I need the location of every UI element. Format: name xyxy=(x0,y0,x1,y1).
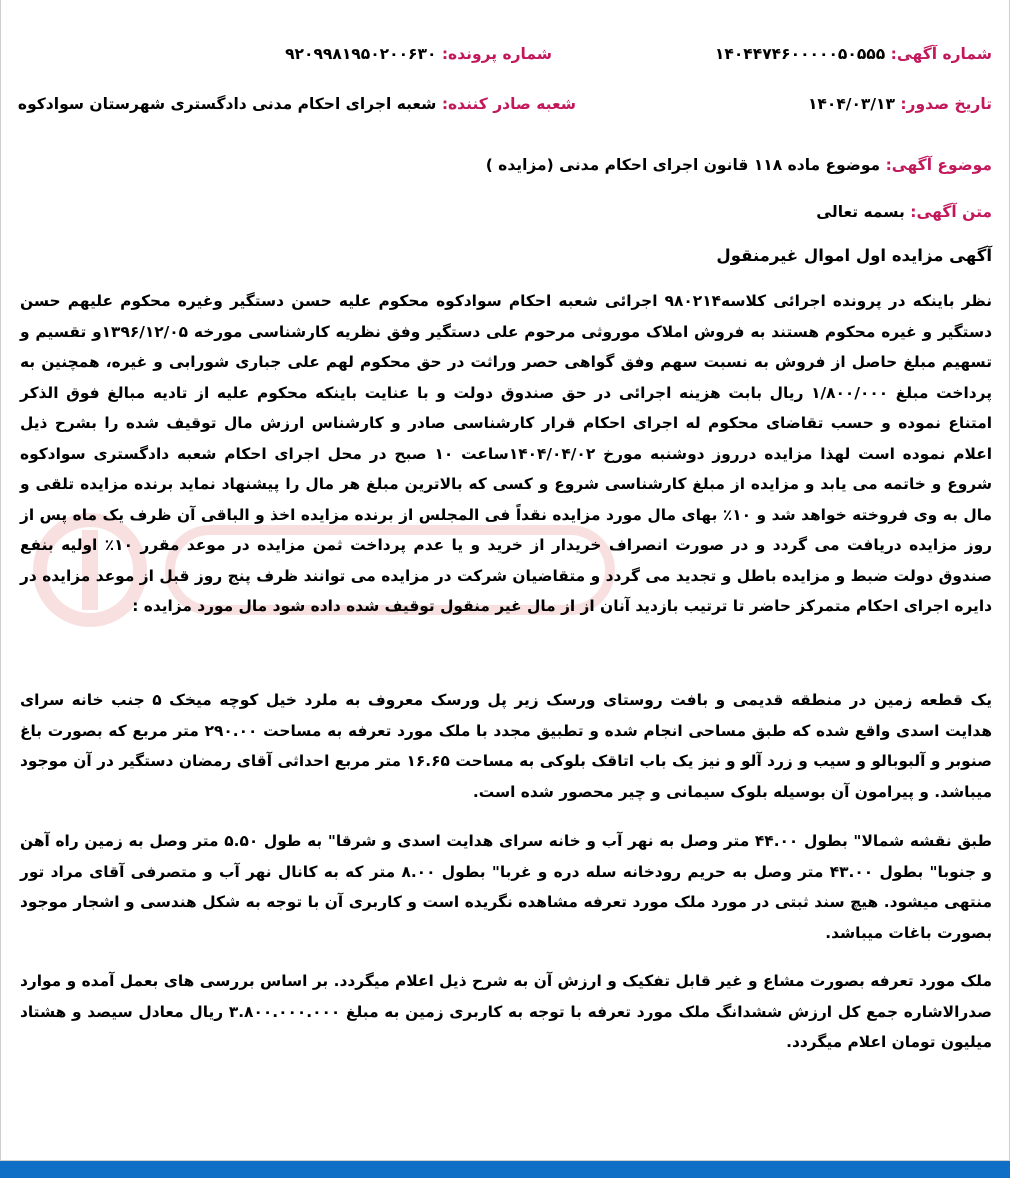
body-label: متن آگهی: xyxy=(910,203,992,221)
notice-number-row xyxy=(715,45,992,63)
case-number-row xyxy=(285,45,552,63)
paragraph-valuation: ملک مورد تعرفه بصورت مشاع و غیر قابل تفکیک و ارزش آن به شرح ذیل اعلام میگردد. بر اساس بررسی های بعمل آمده و موارد صدرالاشاره جمع کل ارزش ششدانگ ملک مورد تعرفه با توجه به کاربری زمین به مبلغ ۳.۸۰۰.۰۰۰.۰۰۰ ریال معادل سیصد و هشتاد میلیون تومان اعلام میگردد. xyxy=(20,972,992,1051)
notice-number-label: شماره آگهی: xyxy=(890,45,992,63)
issuing-branch-value: شعبه اجرای احکام مدنی دادگستری شهرستان سوادکوه xyxy=(17,95,437,113)
subject-label: موضوع آگهی: xyxy=(885,156,992,174)
body-value: بسمه تعالی xyxy=(816,203,905,221)
notice-number-value: ۱۴۰۴۴۷۴۶۰۰۰۰۰۵۰۵۵۵ xyxy=(714,45,886,63)
subject-value: موضوع ماده ۱۱۸ قانون اجرای احکام مدنی (مزایده ) xyxy=(485,156,881,174)
body-label-row xyxy=(816,203,992,221)
issue-date-row xyxy=(808,95,992,113)
notice-title: آگهی مزایده اول اموال غیرمنقول xyxy=(716,246,992,265)
paragraph-boundaries: طبق نقشه شمالا" بطول ۴۴.۰۰ متر وصل به نهر آب و خانه سرای هدایت اسدی و شرقا" به طول ۵.۵۰ متر وصل به زمین راه آهن و جنوبا" بطول ۴۳.۰۰ متر وصل به حریم رودخانه سله دره و غربا" بطول ۸.۰۰ متر که به کانال نهر آب و متصرفی آقای مراد تور منتهی میشود. هیچ سند ثبتی در مورد ملک مورد تعرفه مشاهده نگریده است و کاربری آن با توجه به شکل هندسی و اشجار موجود بصورت باغات میباشد. xyxy=(20,832,992,942)
issue-date-label: تاریخ صدور: xyxy=(900,95,992,113)
subject-row xyxy=(486,156,992,174)
issuing-branch-row xyxy=(18,95,576,113)
case-number-value: ۹۲۰۹۹۸۱۹۵۰۲۰۰۶۳۰ xyxy=(285,45,437,63)
case-number-label: شماره پرونده: xyxy=(441,45,552,63)
issue-date-value: ۱۴۰۴/۰۳/۱۳ xyxy=(807,95,895,113)
paragraph-property: یک قطعه زمین در منطقه قدیمی و بافت روستای ورسک زیر پل ورسک معروف به ملرد خیل کوچه میخک ۵ جنب خانه سرای هدایت اسدی واقع شده که طبق مساحی انجام شده و تطبیق مجدد با ملک مورد تعرفه به مساحت ۲۹۰.۰۰ متر مربع که بصورت باغ صنوبر و آلبوبالو و سیب و زرد آلو و نیز یک باب اتاقک بلوکی به مساحت ۱۶.۶۵ متر مربع احداثی آقای رمضان دستگیر در آن موجود میباشد. و پیرامون آن بوسیله بلوک سیمانی و چیر محصور شده است. xyxy=(20,691,992,801)
issuing-branch-label: شعبه صادر کننده: xyxy=(441,95,576,113)
horizontal-scrollbar[interactable] xyxy=(0,1161,1010,1178)
paragraph-main: نظر باینکه در پرونده اجرائی کلاسه۹۸۰۲۱۴ اجرائی شعبه احکام سوادکوه محکوم علیه حسن دستگیر وغیره محکوم علیهم حسن دستگیر و غیره محکوم هستند به فروش املاک موروثی مرحوم علی دستگیر وفق نظریه کارشناسی مورخه ۱۳۹۶/۱۲/۰۵و تقسیم و تسهیم مبلغ حاصل از فروش به نسبت سهم وفق گواهی حصر وراثت در حق محکوم لهم علی جباری شورابی و غیره، همچنین به پرداخت مبلغ ۱/۸۰۰/۰۰۰ ریال بابت هزینه اجرائی در حق صندوق دولت و با عنایت باینکه محکوم علیه از تادیه مبالغ فوق الذکر امتناع نموده و حسب تقاضای محکوم له اجرای احکام قرار کارشناسی صادر و کارشناس ارزش مال توقیف شده را بشرح ذیل اعلام نموده است لهذا مزایده درروز دوشنبه مورخ ۱۴۰۴/۰۴/۰۲ساعت ۱۰ صبح در محل اجرای احکام شعبه دادگستری سوادکوه شروع و خاتمه می یابد و مزایده از مبلغ کارشناسی شروع و کسی که بالاترین مبلغ هر مال را پیشنهاد نماید برنده مزایده تلقی و مال به وی فروخته خواهد شد و ۱۰٪ بهای مال مورد مزایده نقداً فی المجلس از برنده مزایده اخذ و الباقی آن ظرف یک ماه پس از روز مزایده دریافت می گردد و در صورت انصراف خریدار از خرید و یا عدم پرداخت ثمن مزایده در موعد مقرر ۱۰٪ اولیه بنفع صندوق دولت ضبط و مزایده باطل و تجدید می گردد و متقاضیان شرکت در مزایده می توانند ظرف پنج روز قبل از موعد مزایده در دایره اجرای احکام متمرکز حاضر تا ترتیب بازدید آنان از از مال غیر منقول توقیف شده داده شود مال مورد مزایده : xyxy=(20,292,993,615)
